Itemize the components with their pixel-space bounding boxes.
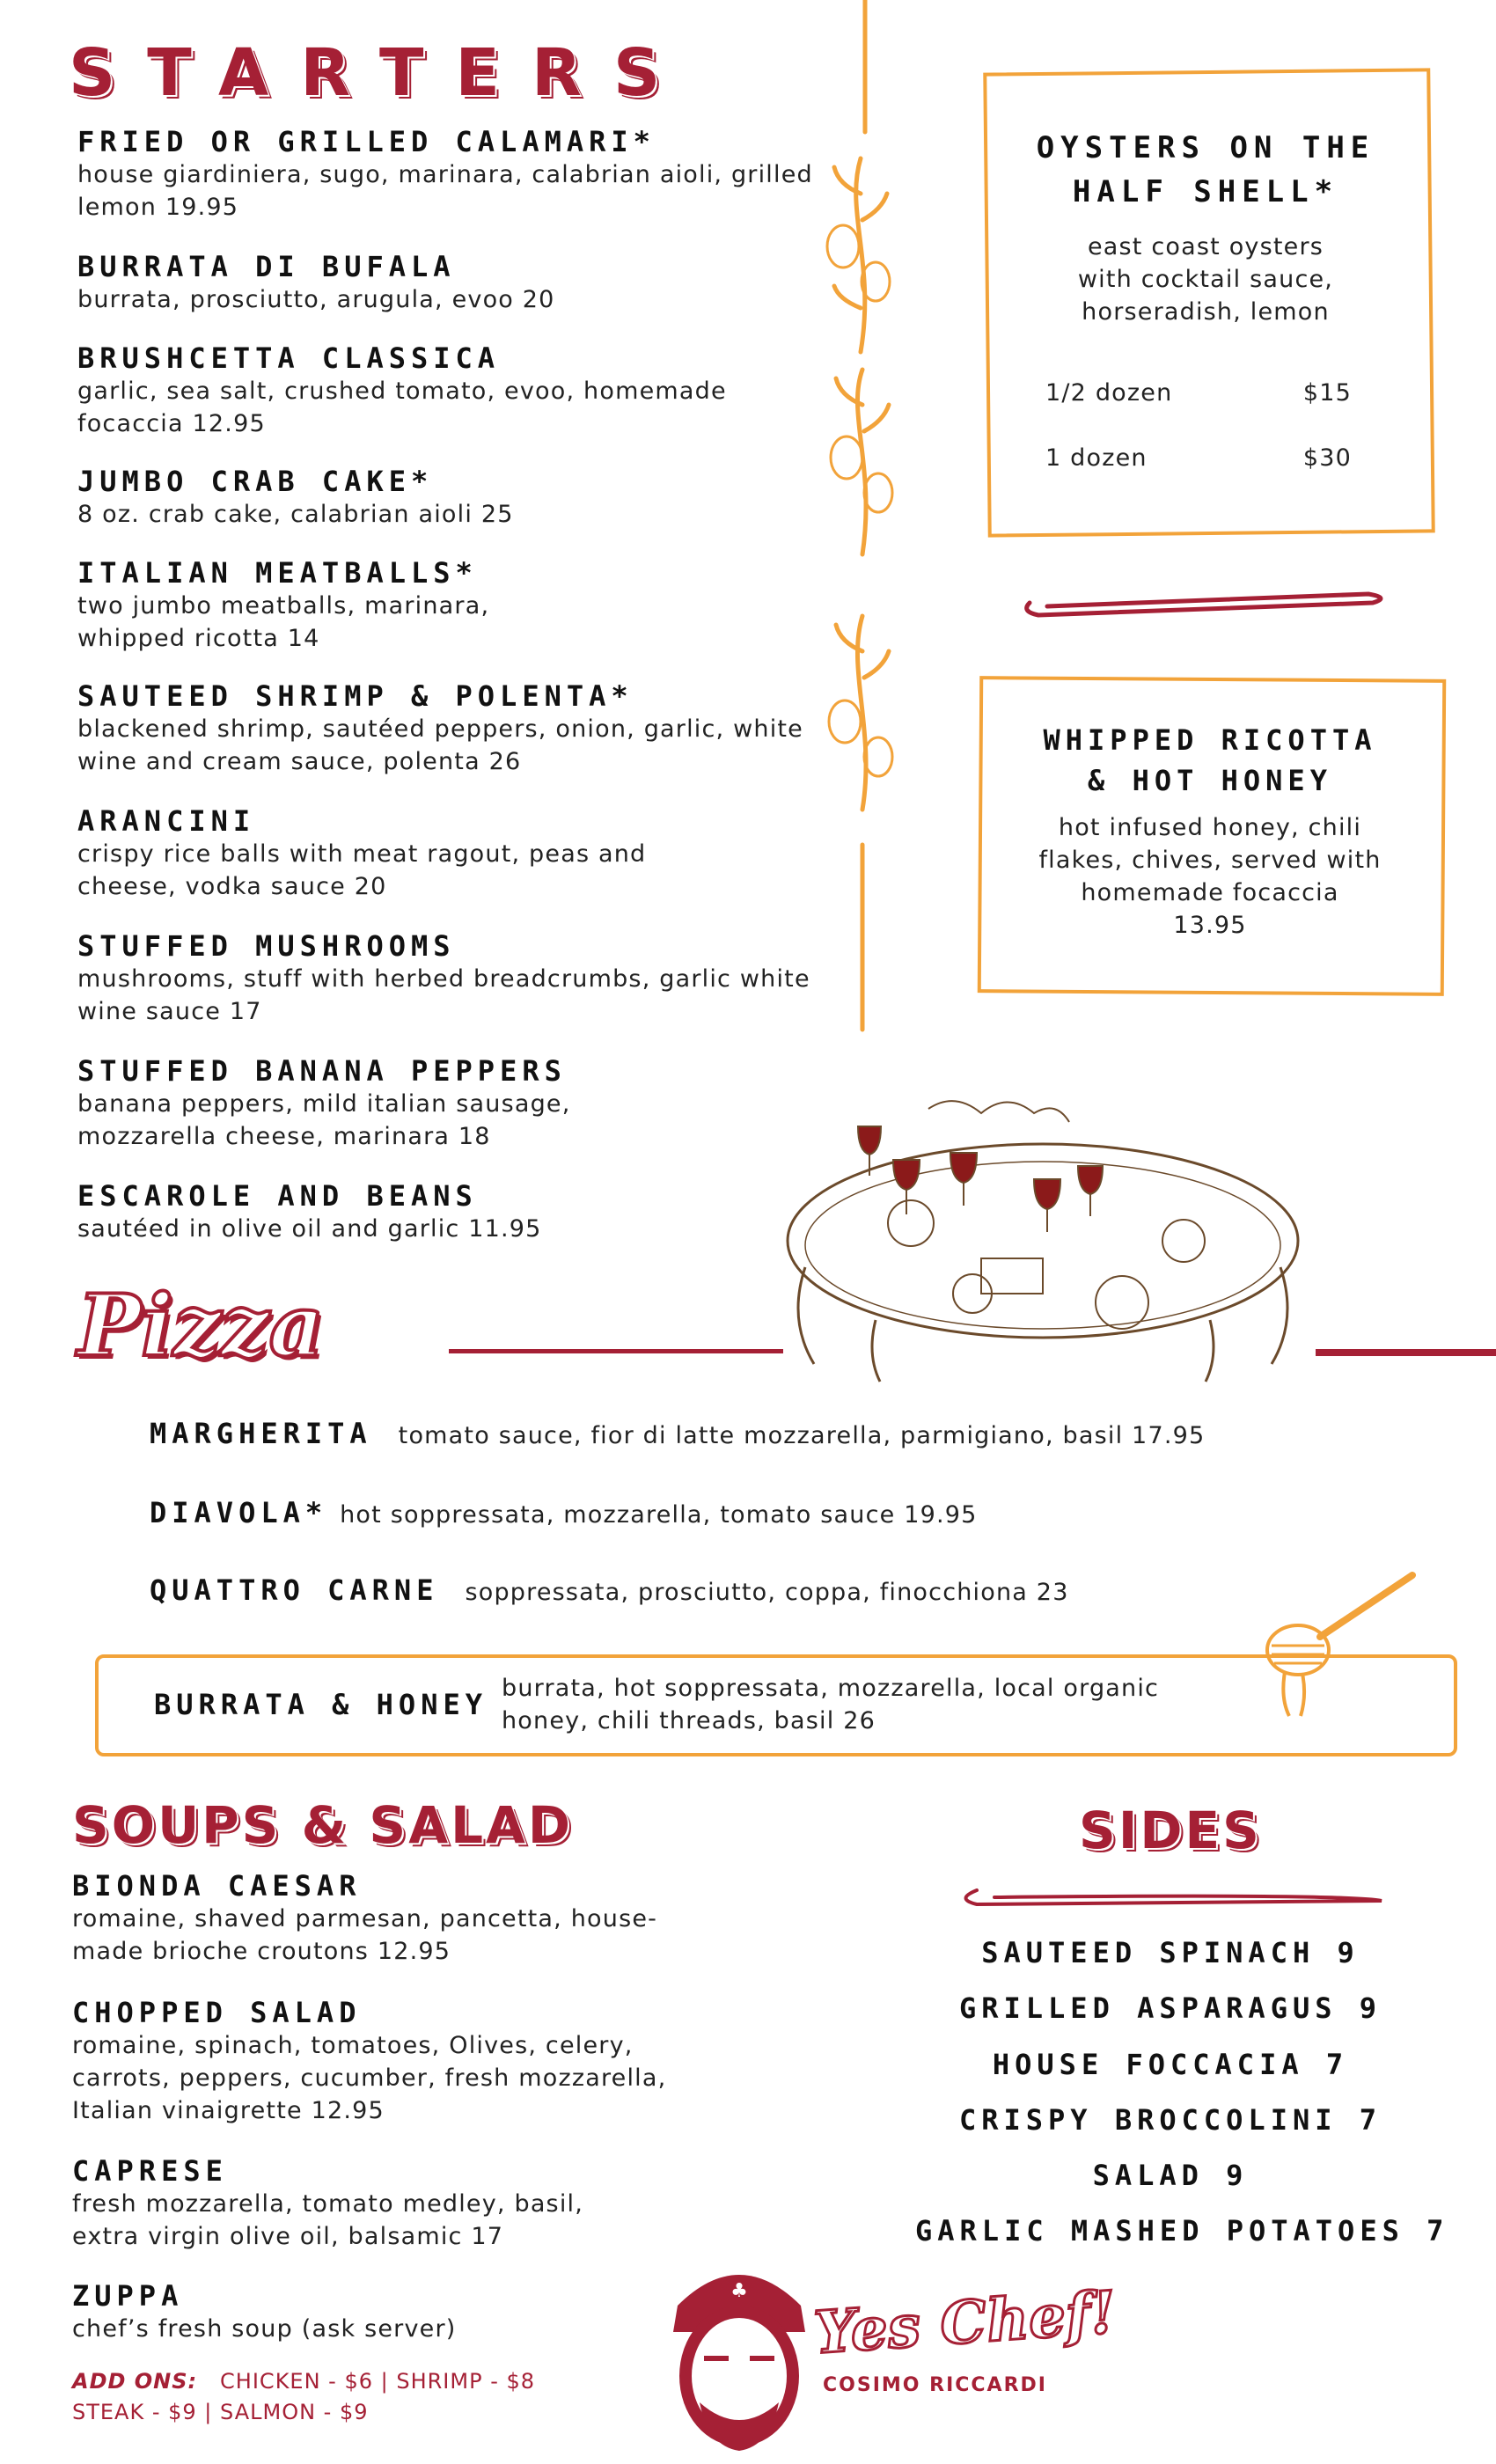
addons — [72, 2369, 535, 2394]
chef-tagline: Yes Chef! — [811, 2277, 1118, 2367]
dining-table-illustration — [770, 1091, 1316, 1390]
starter-desc: crispy rice balls with meat ragout, peas and cheese, vodka sauce 20 — [77, 840, 647, 900]
starter-desc: burrata, prosciutto, arugula, evoo 20 — [77, 286, 555, 313]
addons-label: ADD ONS: — [72, 2369, 198, 2394]
starter-name: FRIED OR GRILLED CALAMARI* — [77, 125, 656, 158]
soup-name: BIONDA CAESAR — [72, 1869, 362, 1903]
soup-item — [72, 1996, 794, 2127]
starter-desc: mushrooms, stuff with herbed breadcrumbs, garlic white wine sauce 17 — [77, 965, 810, 1025]
side-item: CRISPY BROCCOLINI 7 — [958, 2103, 1382, 2137]
ricotta-content — [986, 723, 1434, 942]
starter-desc: two jumbo meatballs, marinara, whipped ricotta 14 — [77, 592, 490, 652]
soup-desc: Italian vinaigrette 12.95 — [72, 2097, 385, 2124]
starter-item — [77, 929, 817, 1028]
olive-branch-icon — [831, 370, 892, 554]
starter-name: SAUTEED SHRIMP & POLENTA* — [77, 679, 634, 713]
oysters-qty: 1 dozen — [1045, 444, 1148, 472]
starter-item — [77, 465, 817, 531]
oysters-content — [994, 130, 1417, 328]
pizza-item — [150, 1417, 1205, 1452]
pizza-divider-line — [449, 1349, 783, 1353]
soup-desc: romaine, shaved parmesan, pancetta, house- — [72, 1905, 658, 1932]
starter-item — [77, 804, 817, 903]
soup-name: ZUPPA — [72, 2279, 184, 2313]
starter-name: ESCAROLE AND BEANS — [77, 1179, 478, 1213]
oysters-title: OYSTERS ON THE — [1036, 130, 1375, 165]
starter-item — [77, 125, 817, 224]
olive-branch-icon — [829, 616, 892, 810]
pizza-desc: hot soppressata, mozzarella, tomato sauce 19.95 — [340, 1501, 978, 1529]
side-item: SAUTEED SPINACH 9 — [981, 1936, 1360, 1969]
soup-desc: chef’s fresh soup (ask server) — [72, 2315, 457, 2343]
starter-name: BRUSHCETTA CLASSICA — [77, 341, 501, 375]
chef-portrait-icon — [660, 2253, 818, 2455]
soup-desc: made brioche croutons 12.95 — [72, 1938, 451, 1965]
oysters-qty: 1/2 dozen — [1045, 379, 1173, 407]
featured-desc-line: honey, chili threads, basil 26 — [502, 1707, 876, 1734]
starter-item — [77, 556, 570, 655]
oysters-desc: east coast oysters — [1087, 233, 1324, 260]
starter-item — [77, 1179, 817, 1245]
ricotta-desc: flakes, chives, served with — [1038, 847, 1382, 874]
soup-desc: carrots, peppers, cucumber, fresh mozzarella, — [72, 2064, 667, 2092]
pizza-desc: tomato sauce, fior di latte mozzarella, parmigiano, basil 17.95 — [398, 1422, 1206, 1449]
svg-text:♣: ♣ — [730, 2279, 748, 2302]
starter-desc: blackened shrimp, sautéed peppers, onion, garlic, white wine and cream sauce, polenta 26 — [77, 715, 803, 775]
soup-desc: extra virgin olive oil, balsamic 17 — [72, 2223, 504, 2250]
oysters-price: $15 — [1302, 379, 1352, 407]
addons-line: STEAK - $9 | SALMON - $9 — [72, 2400, 369, 2424]
oysters-row — [1045, 377, 1352, 409]
starter-name: ARANCINI — [77, 804, 256, 838]
soups-title: SOUPS & SALAD — [72, 1795, 574, 1855]
swash-divider — [1012, 576, 1399, 629]
oysters-title: HALF SHELL* — [1072, 174, 1339, 209]
ricotta-desc: homemade focaccia — [1081, 879, 1339, 906]
starter-name: STUFFED BANANA PEPPERS — [77, 1054, 567, 1088]
soup-name: CHOPPED SALAD — [72, 1996, 362, 2029]
starter-item — [77, 679, 817, 778]
starter-name: STUFFED MUSHROOMS — [77, 929, 456, 963]
swash-divider — [942, 1874, 1399, 1918]
starter-name: JUMBO CRAB CAKE* — [77, 465, 434, 498]
soup-desc: romaine, spinach, tomatoes, Olives, celery, — [72, 2032, 634, 2059]
addons-line: CHICKEN - $6 | SHRIMP - $8 — [220, 2369, 536, 2394]
starter-name: BURRATA DI BUFALA — [77, 250, 456, 283]
ricotta-title: WHIPPED RICOTTA — [1043, 723, 1377, 757]
olive-branch-icon — [827, 158, 890, 352]
starter-desc: house giardiniera, sugo, marinara, calabrian aioli, grilled lemon 19.95 — [77, 161, 813, 221]
soup-item — [72, 2154, 794, 2253]
side-item: GRILLED ASPARAGUS 9 — [958, 1991, 1382, 2025]
pizza-item — [150, 1573, 1069, 1609]
side-item: GARLIC MASHED POTATOES 7 — [915, 2214, 1449, 2248]
ricotta-desc: hot infused honey, chili — [1058, 814, 1362, 841]
starter-item — [77, 1054, 641, 1153]
starter-desc: banana peppers, mild italian sausage, mozzarella cheese, marinara 18 — [77, 1090, 571, 1150]
starter-desc: garlic, sea salt, crushed tomato, evoo, homemade focaccia 12.95 — [77, 378, 727, 437]
pizza-desc: soppressata, prosciutto, coppa, finocchiona 23 — [465, 1579, 1069, 1606]
starter-name: ITALIAN MEATBALLS* — [77, 556, 478, 590]
pizza-divider-line — [1316, 1349, 1496, 1356]
featured-desc-line: burrata, hot soppressata, mozzarella, local organic — [502, 1675, 1160, 1702]
side-item: SALAD 9 — [1092, 2159, 1249, 2192]
starter-item — [77, 250, 817, 316]
pizza-title: Pizza — [77, 1276, 324, 1375]
starter-item — [77, 341, 817, 440]
honey-dipper-icon — [1250, 1566, 1426, 1725]
soup-item — [72, 1869, 794, 1968]
oysters-desc: with cocktail sauce, — [1077, 266, 1334, 293]
starter-desc: 8 oz. crab cake, calabrian aioli 25 — [77, 501, 514, 528]
pizza-item — [150, 1496, 978, 1531]
oysters-row — [1045, 442, 1352, 474]
featured-pizza-desc — [502, 1672, 1159, 1737]
starters-title: STARTERS — [69, 35, 693, 111]
ricotta-title: & HOT HONEY — [1088, 764, 1332, 797]
soup-name: CAPRESE — [72, 2154, 228, 2188]
soup-desc: fresh mozzarella, tomato medley, basil, — [72, 2190, 584, 2218]
side-item: HOUSE FOCCACIA 7 — [992, 2048, 1349, 2081]
oysters-desc: horseradish, lemon — [1082, 298, 1330, 326]
ricotta-price: 13.95 — [1173, 912, 1247, 939]
pizza-name: MARGHERITA — [150, 1417, 372, 1450]
chef-name: COSIMO RICCARDI — [823, 2374, 1047, 2396]
oysters-price: $30 — [1302, 444, 1352, 472]
pizza-name: QUATTRO CARNE — [150, 1573, 439, 1607]
featured-pizza-name: BURRATA & HONEY — [154, 1688, 488, 1721]
pizza-name: DIAVOLA* — [150, 1496, 328, 1529]
starter-desc: sautéed in olive oil and garlic 11.95 — [77, 1215, 542, 1243]
sides-title: SIDES — [1079, 1800, 1262, 1860]
